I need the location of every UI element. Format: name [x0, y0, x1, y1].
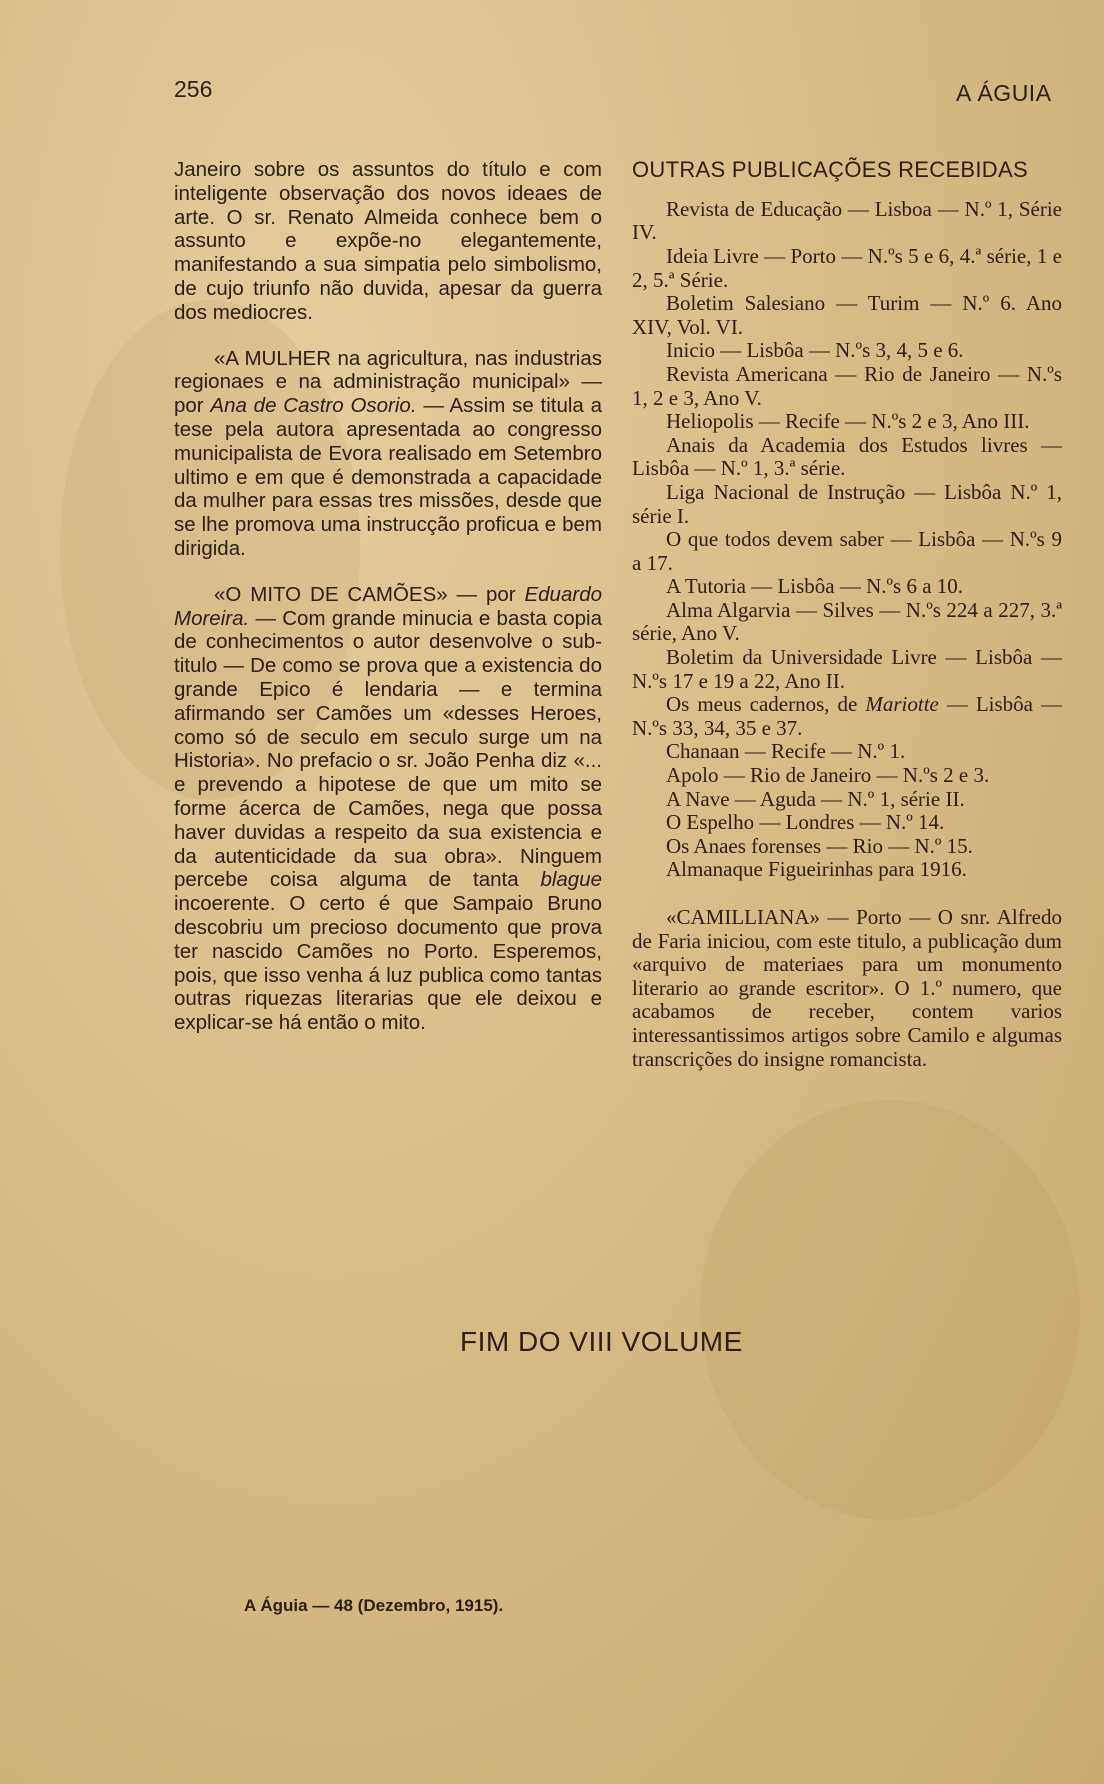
section-heading: OUTRAS PUBLICAÇÕES RECEBIDAS	[632, 157, 1028, 182]
publication-entry: Boletim Salesiano — Turim — N.º 6. Ano XIV, Vol. VI.	[632, 291, 1062, 339]
review-body: incoerente. O certo é que Sampaio Bruno descobriu um precioso documento que prova ter nascido Camões no Porto. Esperemos, pois, que isso venha á luz publica como tantas outras riquezas literarias que ele deixou e explicar-se há então o mito.	[174, 892, 602, 1035]
publication-entry: Anais da Academia dos Estudos livres — Lisbôa — N.º 1, 3.ª série.	[632, 432, 1062, 481]
publication-entry: Heliopolis — Recife — N.ºs 2 e 3, Ano III.	[666, 409, 1030, 434]
entry-lead: Os meus cadernos, de	[666, 692, 866, 717]
paper-stain	[700, 1100, 1080, 1520]
publication-entry: Revista Americana — Rio de Janeiro — N.ºs 1, 2 e 3, Ano V.	[632, 361, 1062, 410]
review-body: — Assim se titula a tese pela autora apresentada ao congresso municipalista de Evora realisado em Setembro ultimo e em que é demonstrada a capacidade da mulher para essas tres missões, desde que se lhe promova uma instrucção proficua e bem dirigida.	[174, 394, 602, 560]
review-paragraph-camoes	[174, 583, 602, 1035]
publication-entry: Alma Algarvia — Silves — N.ºs 224 a 227, 3.ª série, Ano V.	[632, 597, 1062, 646]
publication-entry: Apolo — Rio de Janeiro — N.ºs 2 e 3.	[666, 763, 990, 788]
publication-entry: Inicio — Lisbôa — N.ºs 3, 4, 5 e 6.	[666, 338, 964, 363]
review-author: Eduardo Moreira.	[174, 582, 602, 630]
publication-entry: Liga Nacional de Instrução — Lisbôa N.º 1, série I.	[632, 479, 1062, 528]
right-column	[632, 158, 1062, 1071]
left-column	[174, 158, 602, 1035]
publication-entry: Almanaque Figueirinhas para 1916.	[666, 857, 967, 882]
review-emphasis: blague	[540, 868, 602, 892]
camilliana-paragraph: «CAMILLIANA» — Porto — O snr. Alfredo de Faria iniciou, com este titulo, a publicação dum «arquivo de materiaes para um monumento literario ao grande escritor». O 1.º numero, que acabamos de receber, contem varios interessantissimos artigos sobre Camilo e algumas transcrições do insigne romancista.	[632, 905, 1062, 1071]
publication-entry: Revista de Educação — Lisboa — N.º 1, Série IV.	[632, 196, 1062, 245]
review-paragraph-mulher	[174, 347, 602, 561]
volume-closing: FIM DO VIII VOLUME	[460, 1326, 743, 1357]
review-lead: «O MITO DE CAMÕES» — por	[214, 582, 525, 606]
footer-signature: A Águia — 48 (Dezembro, 1915).	[244, 1596, 504, 1615]
publication-entry: O Espelho — Londres — N.º 14.	[666, 810, 945, 835]
publication-entry: A Nave — Aguda — N.º 1, série II.	[666, 786, 965, 811]
review-paragraph-1: Janeiro sobre os assuntos do título e com inteligente observação dos novos ideaes de arte. O sr. Renato Almeida conhece bem o assunto e expõe-no elegantemente, manifestando a sua simpatia pelo simbolismo, de cujo triunfo não duvida, apesar da guerra dos mediocres.	[174, 158, 602, 324]
review-body: — Com grande minucia e basta copia de conhecimentos o autor desenvolve o sub-titulo — De como se prova que a existencia do grande Epico é lendaria — e termina afirmando ser Camões um «desses Heroes, como só de seculo em seculo surge um na Historia». No prefacio o sr. João Penha diz «... e prevendo a hipotese de que um mito se forme ácerca de Camões, nega que possa haver duvidas a respeito da sua existencia e da autenticidade da sua obra». Ninguem percebe coisa alguma de tanta	[174, 606, 602, 892]
review-author: Ana de Castro Osorio.	[210, 394, 417, 418]
publication-entry: Chanaan — Recife — N.º 1.	[666, 739, 906, 764]
entry-rest: — Lisbôa — N.ºs 33, 34, 35 e 37.	[632, 692, 1063, 740]
publication-entry: Boletim da Universidade Livre — Lisbôa — N.ºs 17 e 19 a 22, Ano II.	[632, 645, 1062, 693]
publication-entry: O que todos devem saber — Lisbôa — N.ºs 9 a 17.	[632, 527, 1062, 575]
publication-entry: Ideia Livre — Porto — N.ºs 5 e 6, 4.ª série, 1 e 2, 5.ª Série.	[632, 243, 1062, 292]
publication-entry: Os Anaes forenses — Rio — N.º 15.	[666, 833, 973, 858]
page-number: 256	[174, 76, 213, 102]
entry-author: Mariotte	[865, 692, 939, 717]
publication-entry-mariotte	[632, 693, 1062, 740]
publication-entry: A Tutoria — Lisbôa — N.ºs 6 a 10.	[666, 574, 964, 599]
review-lead: «A MULHER na agricultura, nas industrias regionaes e na administração municipal» — por	[174, 346, 602, 418]
journal-title: A ÁGUIA	[956, 80, 1052, 106]
